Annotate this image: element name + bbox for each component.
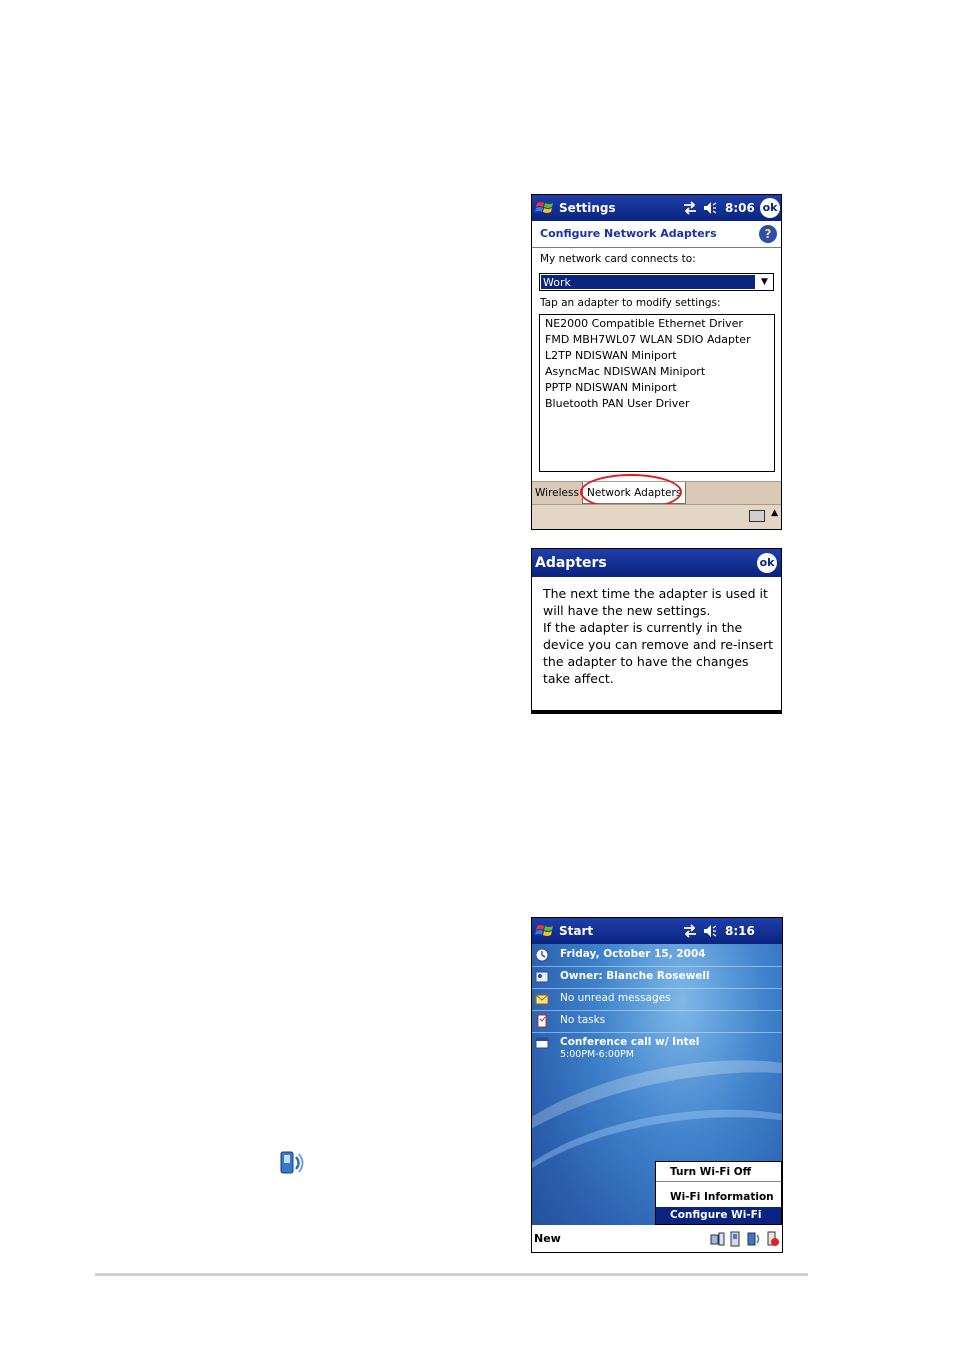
list-item[interactable]: AsyncMac NDISWAN Miniport	[545, 365, 706, 378]
dialog-title: Adapters	[535, 555, 607, 571]
adapters-dialog	[531, 548, 782, 714]
list-item[interactable]: FMD MBH7WL07 WLAN SDIO Adapter	[545, 333, 751, 346]
volume-icon[interactable]	[703, 923, 717, 939]
tasks-icon	[535, 1014, 549, 1028]
app-title: Start	[559, 924, 594, 938]
windows-start-icon[interactable]	[535, 921, 555, 941]
volume-icon[interactable]	[703, 200, 717, 216]
command-bar	[532, 1225, 782, 1252]
clock-icon	[535, 948, 549, 962]
menu-item-wifi-information[interactable]: Wi-Fi Information	[670, 1191, 774, 1203]
ok-button[interactable]: ok	[760, 198, 780, 218]
menu-separator	[656, 1181, 781, 1182]
wifi-context-menu	[655, 1161, 782, 1225]
new-softkey[interactable]: New	[534, 1232, 561, 1245]
divider	[95, 1273, 808, 1276]
inbox-icon	[535, 992, 549, 1006]
connectivity-icon[interactable]	[682, 923, 698, 939]
adapter-list-label: Tap an adapter to modify settings:	[540, 297, 721, 309]
title-bar	[532, 195, 781, 221]
list-item[interactable]: L2TP NDISWAN Miniport	[545, 349, 677, 362]
dialog-message-line: device you can remove and re-insert	[543, 637, 774, 652]
today-messages: No unread messages	[560, 992, 671, 1004]
today-owner: Owner: Blanche Rosewell	[560, 970, 710, 982]
today-tasks: No tasks	[560, 1014, 606, 1026]
device-icon[interactable]	[728, 1231, 744, 1247]
menu-item-configure-wifi[interactable]: Configure Wi-Fi	[656, 1207, 781, 1224]
chevron-down-icon[interactable]: ▼	[761, 277, 768, 287]
today-item-tasks[interactable]	[532, 1010, 782, 1033]
dialog-message-line: If the adapter is currently in the	[543, 620, 743, 635]
dialog-message-line: the adapter to have the changes	[543, 654, 749, 669]
appointment-title: Conference call w/ Intel	[560, 1036, 700, 1048]
input-panel-arrow-icon[interactable]: ▲	[771, 508, 778, 518]
list-item[interactable]: NE2000 Compatible Ethernet Driver	[545, 317, 743, 330]
tab-wireless[interactable]: Wireless	[535, 487, 579, 499]
app-title: Settings	[559, 201, 616, 215]
windows-start-icon[interactable]	[535, 198, 555, 218]
wifi-tray-icon	[278, 1150, 306, 1176]
page-header	[532, 221, 781, 248]
clock[interactable]: 8:16	[725, 924, 755, 938]
wifi-icon[interactable]	[746, 1231, 762, 1247]
menu-item-turn-wifi-off[interactable]: Turn Wi-Fi Off	[670, 1166, 752, 1178]
page-title: Configure Network Adapters	[540, 227, 717, 240]
keyboard-icon[interactable]	[749, 510, 765, 522]
appointment-time: 5:00PM-6:00PM	[560, 1049, 634, 1060]
network-select-value: Work	[541, 275, 755, 289]
network-select[interactable]	[539, 273, 774, 291]
divider	[532, 710, 781, 713]
settings-screen	[531, 194, 782, 530]
today-item-messages[interactable]	[532, 988, 782, 1011]
today-item-date[interactable]	[532, 944, 782, 967]
connects-label: My network card connects to:	[540, 253, 696, 265]
dialog-message-line: will have the new settings.	[543, 603, 711, 618]
today-item-appointment[interactable]	[532, 1032, 782, 1066]
dialog-title-bar	[532, 549, 781, 577]
dialog-message-line: take affect.	[543, 671, 614, 686]
calendar-icon	[535, 1036, 549, 1050]
title-bar	[532, 918, 782, 944]
command-bar	[532, 504, 781, 529]
ok-button[interactable]: ok	[757, 553, 777, 573]
today-screen	[531, 917, 783, 1253]
owner-icon	[535, 970, 549, 984]
phone-connection-icon[interactable]	[710, 1231, 726, 1247]
today-item-owner[interactable]	[532, 966, 782, 989]
help-icon[interactable]: ?	[759, 225, 777, 243]
today-date: Friday, October 15, 2004	[560, 948, 706, 960]
list-item[interactable]: PPTP NDISWAN Miniport	[545, 381, 677, 394]
dialog-message-line: The next time the adapter is used it	[543, 586, 768, 601]
connectivity-icon[interactable]	[682, 200, 698, 216]
tab-network-adapters[interactable]: Network Adapters	[582, 482, 686, 504]
adapter-list[interactable]	[539, 314, 775, 472]
list-item[interactable]: Bluetooth PAN User Driver	[545, 397, 690, 410]
battery-alert-icon[interactable]	[764, 1231, 780, 1247]
clock[interactable]: 8:06	[725, 201, 755, 215]
